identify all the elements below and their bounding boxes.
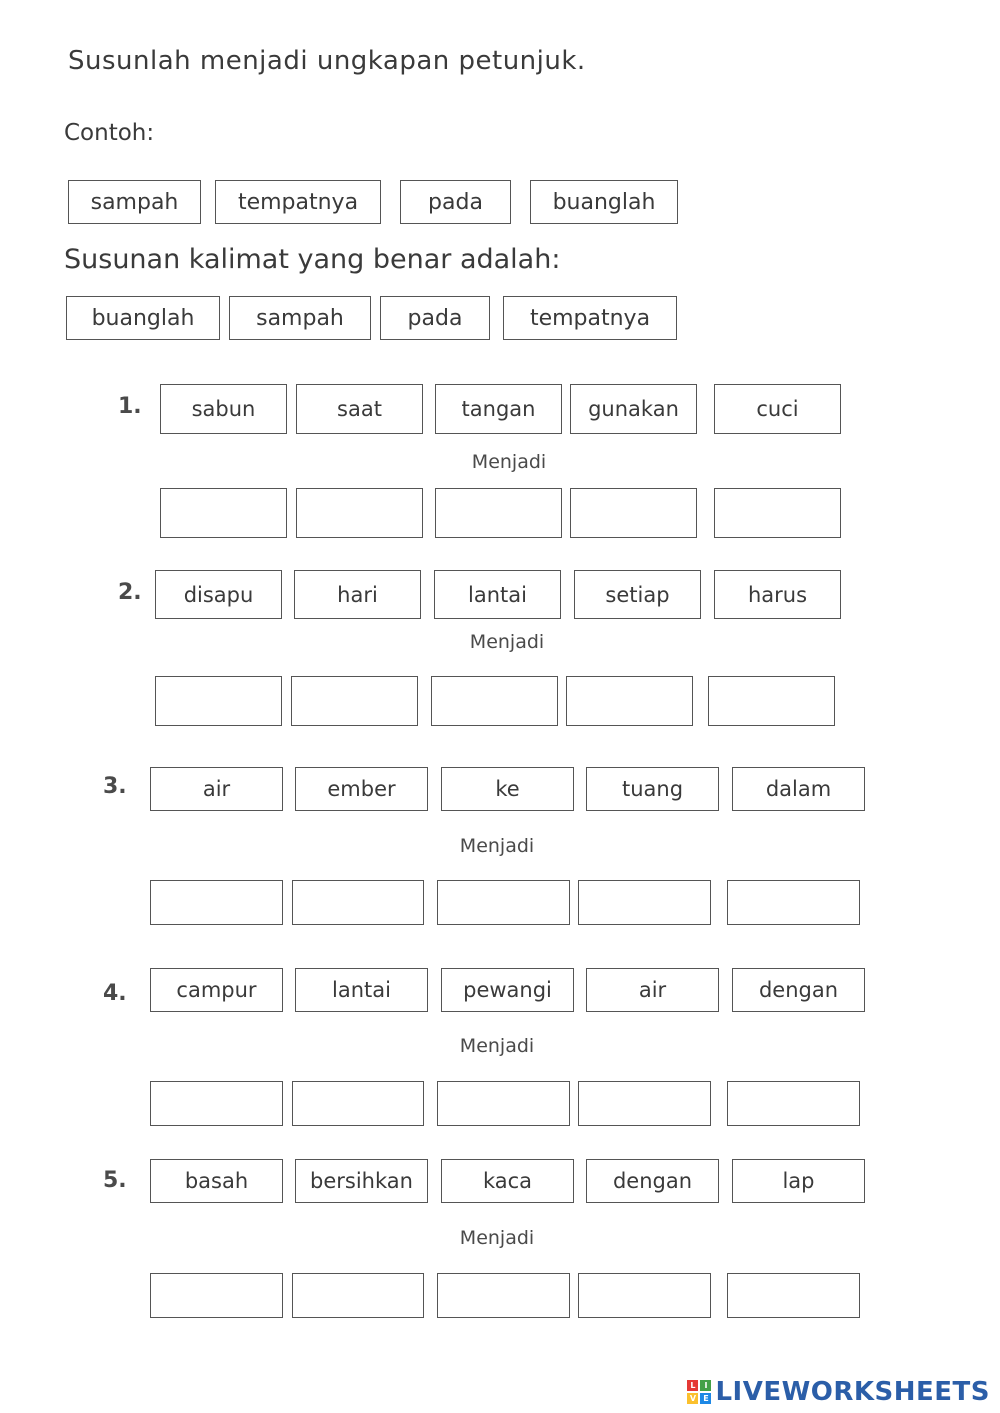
answer-slot[interactable] [150, 1273, 283, 1318]
word-tile[interactable]: lap [732, 1159, 865, 1203]
word-tile[interactable]: setiap [574, 570, 701, 619]
menjadi-label: Menjadi [459, 1035, 535, 1057]
answer-label: Susunan kalimat yang benar adalah: [64, 244, 561, 275]
answer-slot[interactable] [431, 676, 558, 726]
exercise-number: 1. [118, 394, 142, 419]
exercise-number: 5. [103, 1168, 127, 1193]
example-word: tempatnya [215, 180, 381, 224]
answer-slot[interactable] [437, 1081, 570, 1126]
exercise-number: 3. [103, 774, 127, 799]
exercise-number: 2. [118, 580, 142, 605]
answer-slot[interactable] [727, 880, 860, 925]
answer-slot[interactable] [578, 1273, 711, 1318]
word-tile[interactable]: tuang [586, 767, 719, 811]
menjadi-label: Menjadi [459, 835, 535, 857]
word-tile[interactable]: pewangi [441, 968, 574, 1012]
word-tile[interactable]: disapu [155, 570, 282, 619]
word-tile[interactable]: kaca [441, 1159, 574, 1203]
word-tile[interactable]: harus [714, 570, 841, 619]
answer-slot[interactable] [160, 488, 287, 538]
answer-slot[interactable] [292, 1081, 424, 1126]
answer-slot[interactable] [291, 676, 418, 726]
answer-word: sampah [229, 296, 371, 340]
menjadi-label: Menjadi [469, 631, 545, 653]
word-tile[interactable]: dalam [732, 767, 865, 811]
answer-slot[interactable] [150, 880, 283, 925]
answer-word: tempatnya [503, 296, 677, 340]
liveworksheets-brand[interactable] [687, 1377, 990, 1407]
logo-letter: L [687, 1380, 698, 1391]
word-tile[interactable]: lantai [295, 968, 428, 1012]
word-tile[interactable]: saat [296, 384, 423, 434]
exercise-number: 4. [103, 981, 127, 1006]
brand-name: LIVEWORKSHEETS [715, 1377, 990, 1407]
word-tile[interactable]: sabun [160, 384, 287, 434]
answer-slot[interactable] [292, 880, 424, 925]
logo-letter: E [700, 1393, 711, 1404]
answer-slot[interactable] [578, 1081, 711, 1126]
logo-letter: I [700, 1380, 711, 1391]
liveworksheets-logo-icon [687, 1380, 711, 1404]
answer-slot[interactable] [435, 488, 562, 538]
word-tile[interactable]: tangan [435, 384, 562, 434]
word-tile[interactable]: ke [441, 767, 574, 811]
logo-letter: V [687, 1393, 698, 1404]
word-tile[interactable]: cuci [714, 384, 841, 434]
answer-word: pada [380, 296, 490, 340]
menjadi-label: Menjadi [459, 1227, 535, 1249]
example-word: sampah [68, 180, 201, 224]
answer-slot[interactable] [714, 488, 841, 538]
answer-word: buanglah [66, 296, 220, 340]
word-tile[interactable]: campur [150, 968, 283, 1012]
word-tile[interactable]: air [150, 767, 283, 811]
word-tile[interactable]: lantai [434, 570, 561, 619]
answer-slot[interactable] [570, 488, 697, 538]
answer-slot[interactable] [150, 1081, 283, 1126]
word-tile[interactable]: dengan [586, 1159, 719, 1203]
answer-slot[interactable] [292, 1273, 424, 1318]
word-tile[interactable]: air [586, 968, 719, 1012]
word-tile[interactable]: dengan [732, 968, 865, 1012]
word-tile[interactable]: hari [294, 570, 421, 619]
answer-slot[interactable] [296, 488, 423, 538]
word-tile[interactable]: ember [295, 767, 428, 811]
example-word: buanglah [530, 180, 678, 224]
answer-slot[interactable] [155, 676, 282, 726]
example-label: Contoh: [64, 120, 155, 146]
word-tile[interactable]: bersihkan [295, 1159, 428, 1203]
answer-slot[interactable] [578, 880, 711, 925]
word-tile[interactable]: basah [150, 1159, 283, 1203]
answer-slot[interactable] [727, 1081, 860, 1126]
answer-slot[interactable] [566, 676, 693, 726]
example-word: pada [400, 180, 511, 224]
answer-slot[interactable] [437, 880, 570, 925]
page-title: Susunlah menjadi ungkapan petunjuk. [68, 46, 586, 76]
answer-slot[interactable] [708, 676, 835, 726]
word-tile[interactable]: gunakan [570, 384, 697, 434]
answer-slot[interactable] [437, 1273, 570, 1318]
answer-slot[interactable] [727, 1273, 860, 1318]
menjadi-label: Menjadi [471, 451, 547, 473]
